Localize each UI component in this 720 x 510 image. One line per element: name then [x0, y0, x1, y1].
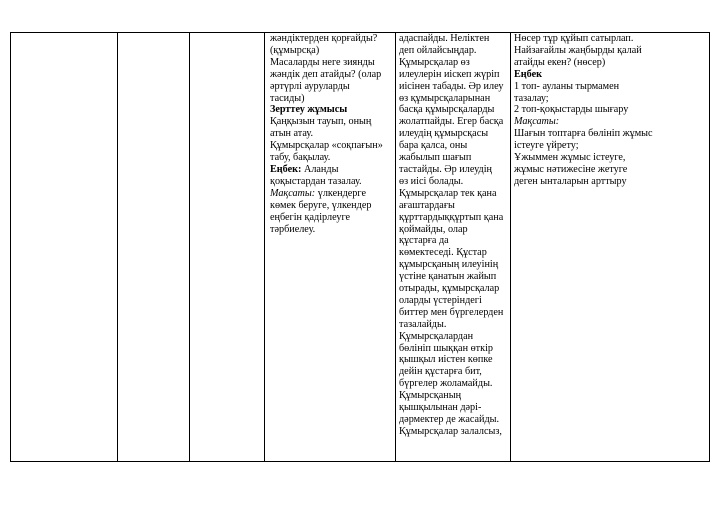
- text-line: Зерттеу жұмысы: [270, 104, 348, 116]
- text-line: атайды екен? (нөсер): [514, 56, 606, 68]
- task-column-cell: [514, 33, 653, 188]
- line-lead: Мақсаты:: [270, 187, 316, 199]
- text-line: деген ынталарын арттыру: [514, 175, 627, 187]
- text-line: Мақсаты:: [514, 116, 560, 128]
- text-line: табу, бақылау.: [270, 152, 331, 164]
- text-line: [270, 188, 383, 200]
- text-line: көмек беруге, үлкендер: [270, 199, 372, 211]
- line-lead: Еңбек:: [270, 163, 302, 175]
- text-line: тастайды. Әр илеудің: [399, 163, 493, 175]
- text-line: атын атау.: [270, 128, 314, 140]
- text-line: дейін құстарға бит,: [399, 366, 482, 378]
- text-line: Құмырсқалар «соқпағын»: [270, 140, 383, 152]
- text-line: Құмырсқаның: [399, 390, 462, 402]
- text-line: жолатпайды. Егер басқа: [399, 116, 504, 128]
- text-line: деп ойлайсыңдар.: [399, 44, 477, 56]
- text-line: адаспайды. Неліктен: [399, 33, 490, 44]
- text-line: істеуге үйрету;: [514, 140, 579, 152]
- column-divider: [510, 32, 511, 462]
- text-line: Қаңқызын тауып, оның: [270, 116, 372, 128]
- text-line: құстарға да: [399, 235, 449, 247]
- column-divider: [10, 32, 11, 462]
- text-line: бара қалса, оны: [399, 140, 468, 152]
- text-line: жабылып шағып: [399, 152, 472, 164]
- text-line: оларды үстеріндегі: [399, 294, 482, 306]
- text-line: тәрбиелеу.: [270, 223, 316, 235]
- text-line: 1 топ- ауланы тырмамен: [514, 80, 620, 92]
- text-line: ағаштардағы: [399, 199, 455, 211]
- text-line: отырады, құмырсқалар: [399, 283, 500, 295]
- text-line: жұмыс нәтижесіне жетуге: [514, 163, 628, 175]
- text-line: қышқылынан дәрі-: [399, 402, 482, 414]
- column-divider: [395, 32, 396, 462]
- text-line: Найзағайлы жаңбырды қалай: [514, 44, 642, 56]
- text-line: басқа құмырсқаларды: [399, 104, 495, 116]
- column-divider: [189, 32, 190, 462]
- line-rest: үлкендерге: [315, 187, 366, 199]
- text-line: Ұжыммен жұмыс істеуге,: [514, 152, 626, 164]
- text-line: тазалайды.: [399, 318, 447, 330]
- text-line: тазалау;: [514, 92, 549, 104]
- table-bottom-border: [10, 461, 710, 462]
- text-line: биттер мен бүргелерден: [399, 306, 504, 318]
- text-line: бүргелер жоламайды.: [399, 378, 493, 390]
- text-line: Құмырсқалар өз: [399, 56, 470, 68]
- text-line: құрттардыққұртып қана: [399, 211, 504, 223]
- text-line: еңбегін қадірлеуге: [270, 211, 351, 223]
- plan-table: [10, 32, 710, 462]
- text-line: қоқыстардан тазалау.: [270, 175, 362, 187]
- text-line: Құмырсқалар тек қана: [399, 187, 497, 199]
- text-line: қоймайды, олар: [399, 223, 468, 235]
- column-divider: [264, 32, 265, 462]
- text-line: иісінен табады. Әр илеу: [399, 80, 504, 92]
- column-divider: [709, 32, 710, 462]
- text-line: 2 топ-қоқыстарды шығару: [514, 104, 629, 116]
- text-line: дәрмектер де жасайды.: [399, 414, 500, 425]
- activity-column-cell: [270, 33, 383, 235]
- text-line: Құмырсқалардан: [399, 330, 474, 342]
- text-line: илеудің құмырсқасы: [399, 128, 489, 140]
- text-line: жәндіктерден қорғайды?: [270, 33, 378, 44]
- text-line: бөлініп шыққан өткір: [399, 342, 494, 354]
- text-line: өз құмырсқаларынан: [399, 92, 491, 104]
- text-line: (құмырсқа): [270, 44, 320, 56]
- text-line: Еңбек: [514, 68, 543, 80]
- text-line: әртүрлі ауруларды: [270, 80, 350, 92]
- text-line: Шағын топтарға бөлініп жұмыс: [514, 128, 653, 140]
- text-line: Құмырсқалар залалсыз,: [399, 425, 502, 437]
- text-line: құмырсқаның илеуінің: [399, 259, 499, 271]
- text-line: үстіне қанатын жайып: [399, 271, 497, 283]
- text-line: илеулерін иіскеп жүріп: [399, 68, 500, 80]
- text-line: Масаларды неге зиянды: [270, 56, 375, 68]
- text-line: көмектеседі. Құстар: [399, 247, 487, 259]
- text-line: Нөсер тұр құйып сатырлап.: [514, 33, 634, 44]
- column-divider: [117, 32, 118, 462]
- line-rest: Аланды: [301, 163, 339, 175]
- text-line: қышқыл иістен көпке: [399, 354, 493, 366]
- text-line: жәндік деп атайды? (олар: [270, 68, 382, 80]
- text-line: тасиды): [270, 92, 305, 104]
- info-column-cell: [399, 33, 503, 438]
- text-line: [270, 164, 383, 176]
- text-line: өз иісі болады.: [399, 175, 464, 187]
